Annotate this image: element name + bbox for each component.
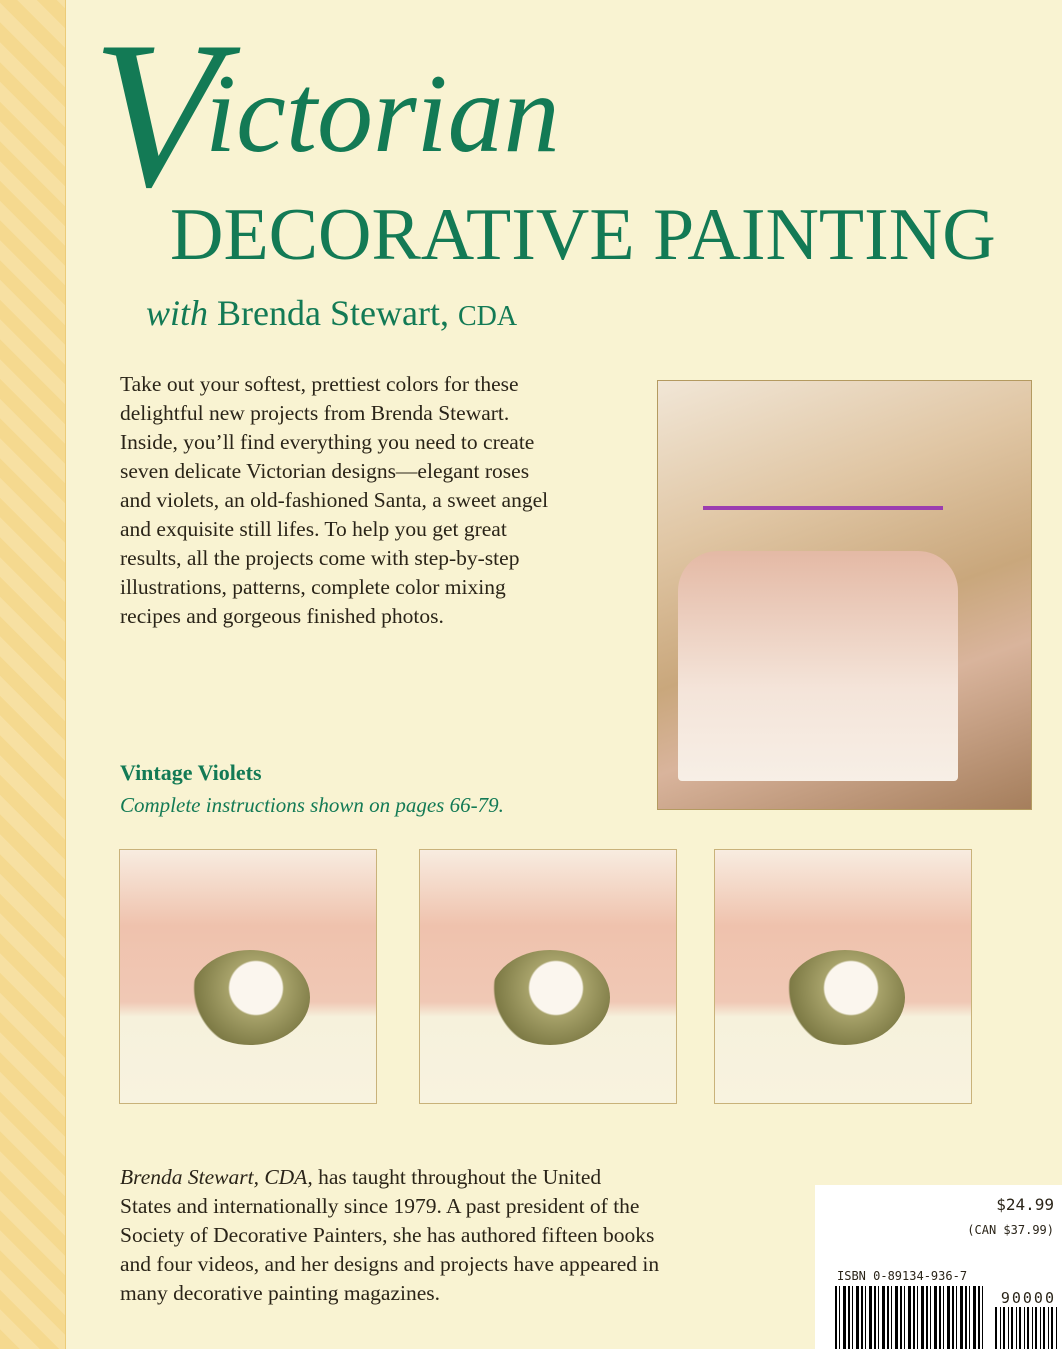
intro-line: illustrations, patterns, complete color mixing [120,575,506,599]
project-name: Vintage Violets [120,760,262,785]
decorative-side-strip [0,0,66,1349]
bio-line: has taught throughout the United [312,1165,602,1189]
violet-painting [190,950,310,1045]
bio-line: and four videos, and her designs and projects have appeared in [120,1252,660,1276]
bio-line: States and internationally since 1979. A past president of the [120,1194,640,1218]
subtitle: DECORATIVE PAINTING [170,194,996,276]
intro-line: and exquisite still lifes. To help you get great [120,517,507,541]
price-barcode-label [815,1185,1062,1349]
step-image-3 [714,849,972,1104]
intro-line: seven delicate Victorian designs—elegant roses [120,459,530,483]
price-addon-code: 90000 [1000,1289,1056,1307]
intro-line: Take out your softest, prettiest colors for these [120,372,519,396]
step-image-1 [119,849,377,1104]
intro-paragraph [120,370,548,631]
ribbon [703,506,943,520]
intro-line: results, all the projects come with step-by-step [120,546,520,570]
author-name: Brenda Stewart, [217,293,449,333]
intro-line: Inside, you’ll find everything you need to create [120,430,535,454]
addon-barcode [995,1307,1059,1349]
project-photo [657,380,1032,810]
violet-painting [490,950,610,1045]
bio-line: Society of Decorative Painters, she has authored fifteen books [120,1223,655,1247]
bio-paragraph [120,1163,659,1308]
bio-line: many decorative painting magazines. [120,1281,440,1305]
with-word: with [146,293,209,333]
title-initial: V [92,0,221,231]
bio-name: Brenda Stewart, CDA, [120,1165,313,1189]
barcode [835,1286,983,1349]
intro-line: delightful new projects from Brenda Stewart. [120,401,510,425]
project-caption: Complete instructions shown on pages 66-79. [120,793,504,817]
author-line [146,292,517,334]
intro-line: and violets, an old-fashioned Santa, a sweet angel [120,488,549,512]
isbn: ISBN 0-89134-936-7 [837,1269,968,1283]
letter-holder [678,551,958,781]
step-image-2 [419,849,677,1104]
violet-painting [785,950,905,1045]
author-credential: CDA [457,301,518,332]
canadian-price: (CAN $37.99) [967,1223,1054,1237]
intro-line: recipes and gorgeous finished photos. [120,604,444,628]
title-word: ictorian [205,52,560,176]
price: $24.99 [996,1195,1054,1214]
